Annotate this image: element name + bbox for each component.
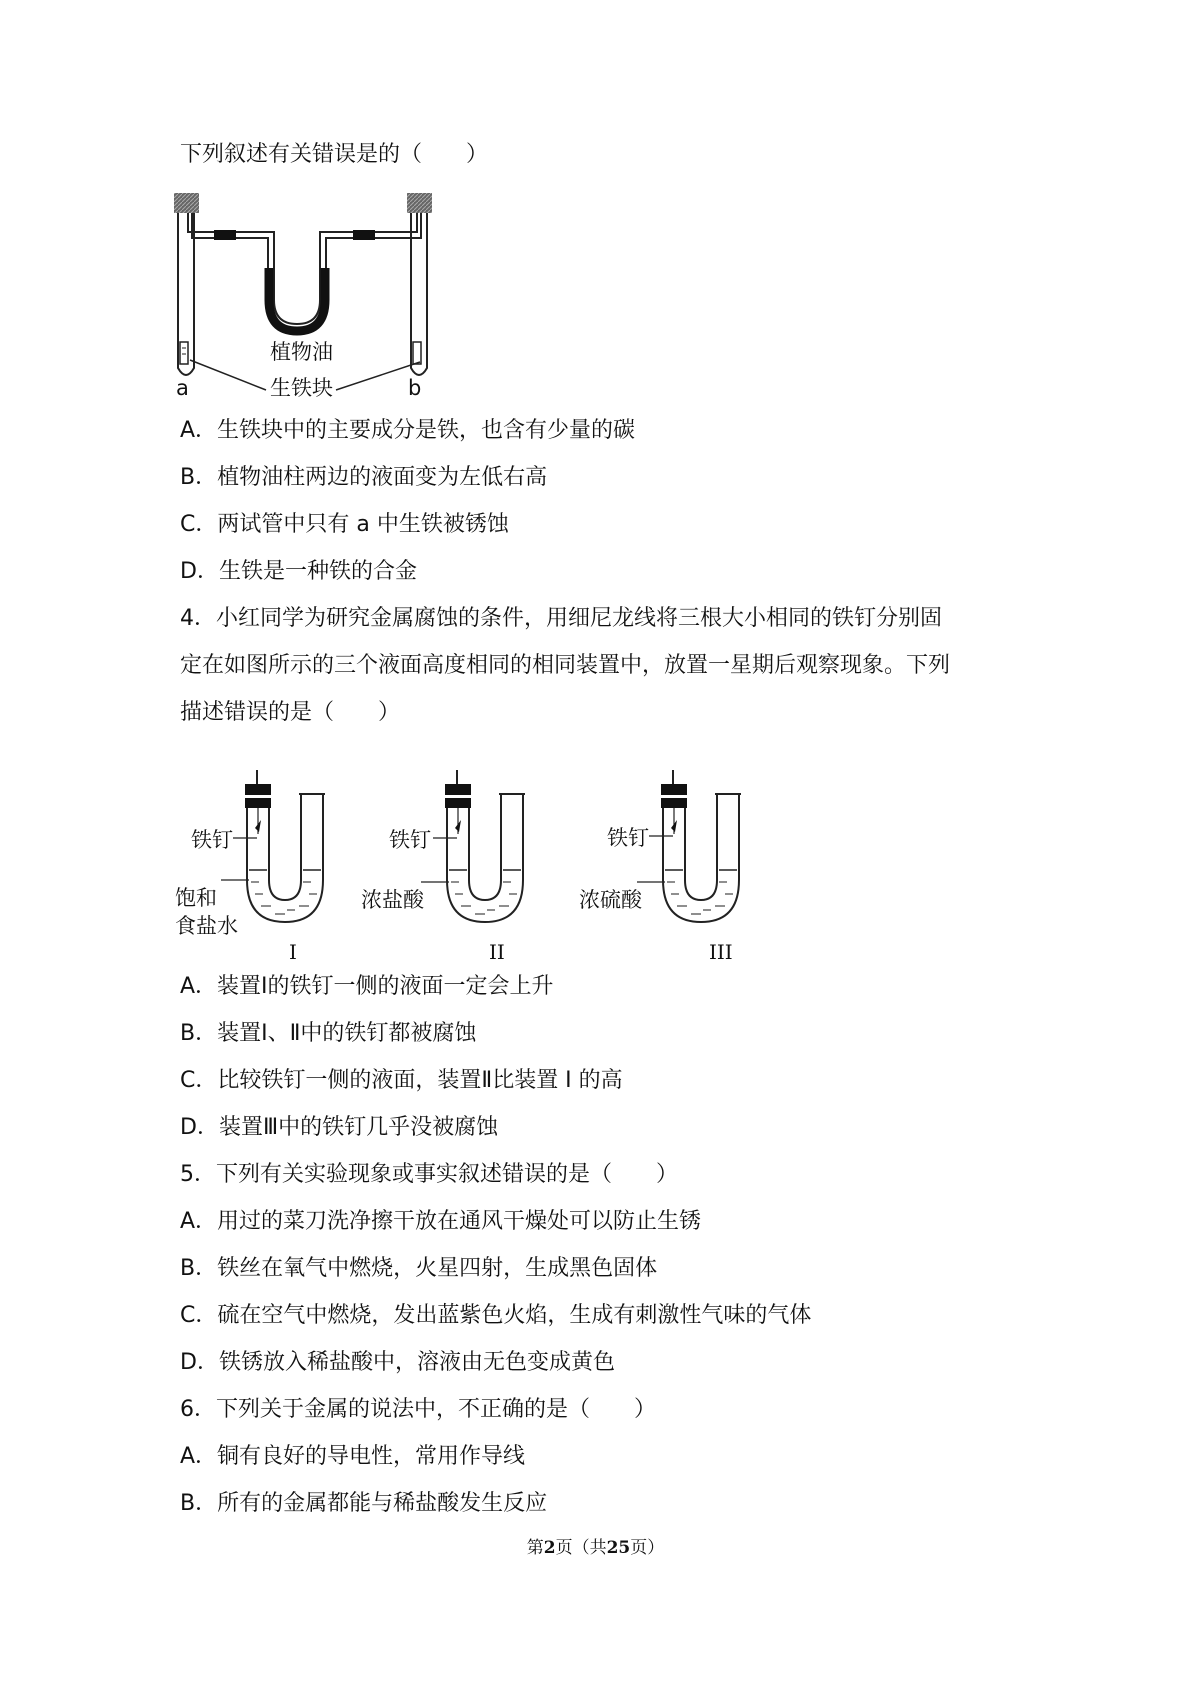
footer-total-pages: 25 (606, 1538, 631, 1558)
q4-option-a: A．装置Ⅰ的铁钉一侧的液面一定会上升 (180, 974, 554, 999)
label-b: b (408, 376, 422, 400)
q3-option-a: A．生铁块中的主要成分是铁，也含有少量的碳 (180, 418, 636, 443)
q4-option-c: C．比较铁钉一侧的液面，装置Ⅱ比装置 I 的高 (180, 1068, 623, 1093)
q6-stem: 6．下列关于金属的说法中，不正确的是（ ） (180, 1397, 656, 1422)
q4-option-d: D．装置Ⅲ中的铁钉几乎没被腐蚀 (180, 1115, 499, 1140)
label-a: a (176, 376, 189, 400)
q3-option-b: B．植物油柱两边的液面变为左低右高 (180, 465, 548, 490)
q5-stem: 5．下列有关实验现象或事实叙述错误的是（ ） (180, 1162, 678, 1187)
device-3-nail-label: 铁钉 (607, 826, 649, 850)
q3-option-c: C．两试管中只有 a 中生铁被锈蚀 (180, 512, 509, 537)
device-1-liquid-label-line-1: 饱和 (175, 886, 217, 910)
q5-option-b: B．铁丝在氧气中燃烧，火星四射，生成黑色固体 (180, 1256, 658, 1281)
footer-prefix: 第 (526, 1538, 544, 1558)
device-1-diagram (221, 770, 325, 922)
footer-suffix: 页） (630, 1538, 665, 1558)
q4-stem-line-3: 描述错误的是（ ） (180, 700, 401, 725)
q4-stem-line-1: 4．小红同学为研究金属腐蚀的条件，用细尼龙线将三根大小相同的铁钉分别固 (180, 606, 942, 631)
device-2-liquid-label: 浓盐酸 (361, 888, 424, 912)
q4-figure (175, 770, 775, 965)
q5-option-d: D．铁锈放入稀盐酸中，溶液由无色变成黄色 (180, 1350, 615, 1375)
label-vegetable-oil: 植物油 (270, 340, 333, 364)
device-3-roman-label: III (709, 940, 733, 964)
page-footer (0, 1533, 1191, 1558)
device-3-liquid-label: 浓硫酸 (579, 888, 642, 912)
q3-option-d: D．生铁是一种铁的合金 (180, 559, 417, 584)
label-pig-iron: 生铁块 (270, 376, 333, 400)
footer-page-number: 2 (543, 1538, 556, 1558)
device-2-roman-label: II (489, 940, 505, 964)
device-1-nail-label: 铁钉 (191, 828, 233, 852)
q6-option-a: A．铜有良好的导电性，常用作导线 (180, 1444, 526, 1469)
q3-stem: 下列叙述有关错误是的（ ） (180, 142, 489, 167)
footer-mid: 页（共 (555, 1538, 607, 1558)
q3-figure (170, 190, 460, 415)
q5-option-a: A．用过的菜刀洗净擦干放在通风干燥处可以防止生锈 (180, 1209, 702, 1234)
device-1-liquid-label-line-2: 食盐水 (175, 914, 238, 938)
device-2-diagram (421, 770, 525, 922)
q4-option-b: B．装置Ⅰ、Ⅱ中的铁钉都被腐蚀 (180, 1021, 477, 1046)
device-1-roman-label: I (289, 940, 297, 964)
q5-option-c: C．硫在空气中燃烧，发出蓝紫色火焰，生成有刺激性气味的气体 (180, 1303, 812, 1328)
device-3-diagram (637, 770, 741, 922)
q6-option-b: B．所有的金属都能与稀盐酸发生反应 (180, 1491, 548, 1516)
q4-stem-line-2: 定在如图所示的三个液面高度相同的相同装置中，放置一星期后观察现象。下列 (180, 653, 951, 678)
device-2-nail-label: 铁钉 (389, 828, 431, 852)
q4-u-tube-diagrams (175, 770, 775, 965)
